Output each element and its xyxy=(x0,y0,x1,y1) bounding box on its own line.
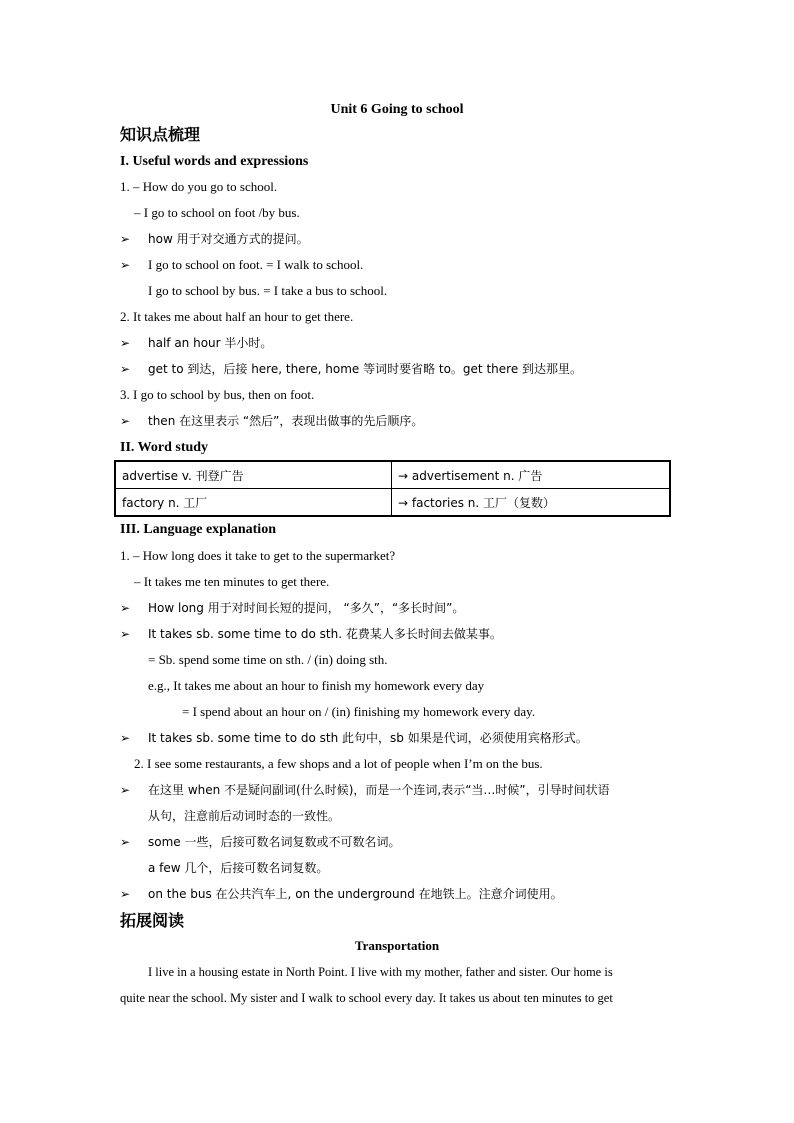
bullet-text: how 用于对交通方式的提问。 xyxy=(148,232,309,246)
text-line: 1. – How do you go to school. xyxy=(120,179,278,194)
section-heading-knowledge: 知识点梳理 xyxy=(120,125,201,144)
bullet-text: half an hour 半小时。 xyxy=(148,336,273,350)
page-title: Unit 6 Going to school xyxy=(330,102,464,117)
section-heading-language-explanation: III. Language explanation xyxy=(120,522,276,537)
text-line: a few 几个，后接可数名词复数。 xyxy=(148,861,329,875)
bullet-arrow-icon: ➢ xyxy=(120,336,131,350)
table-row xyxy=(115,461,670,489)
bullet-arrow-icon: ➢ xyxy=(120,258,131,272)
table-cell: advertise v. 刊登广告 xyxy=(115,461,392,489)
text-line: – I go to school on foot /by bus. xyxy=(134,205,300,220)
text-line: – It takes me ten minutes to get there. xyxy=(134,574,330,589)
word-study-table xyxy=(114,460,671,517)
bullet-arrow-icon: ➢ xyxy=(120,601,131,615)
text-line: 从句，注意前后动词时态的一致性。 xyxy=(148,809,341,823)
table-cell: → advertisement n. 广告 xyxy=(392,461,671,489)
bullet-text: 在这里 when 不是疑问副词(什么时候)，而是一个连词,表示“当…时候”，引导时间状语 xyxy=(148,783,610,797)
bullet-arrow-icon: ➢ xyxy=(120,887,131,901)
section-heading-useful-words: I. Useful words and expressions xyxy=(120,154,309,169)
text-line: 2. It takes me about half an hour to get there. xyxy=(120,309,354,324)
text-line: 2. I see some restaurants, a few shops and a lot of people when I’m on the bus. xyxy=(134,756,543,771)
section-heading-word-study: II. Word study xyxy=(120,440,209,455)
bullet-arrow-icon: ➢ xyxy=(120,414,131,428)
table-cell: → factories n. 工厂（复数） xyxy=(392,489,671,517)
bullet-text: It takes sb. some time to do sth 此句中，sb 如果是代词，必须使用宾格形式。 xyxy=(148,731,588,745)
bullet-arrow-icon: ➢ xyxy=(120,232,131,246)
bullet-arrow-icon: ➢ xyxy=(120,731,131,745)
reading-paragraph-line: I live in a housing estate in North Point. I live with my mother, father and sister. Our home is xyxy=(148,965,613,979)
reading-title: Transportation xyxy=(354,938,440,953)
bullet-text: then 在这里表示 “然后”，表现出做事的先后顺序。 xyxy=(148,414,424,428)
table-row xyxy=(115,489,670,517)
text-line: I go to school by bus. = I take a bus to school. xyxy=(148,283,388,298)
bullet-arrow-icon: ➢ xyxy=(120,835,131,849)
bullet-text: get to 到达，后接 here, there, home 等词时要省略 to。get there 到达那里。 xyxy=(148,362,583,376)
bullet-text: It takes sb. some time to do sth. 花费某人多长时间去做某事。 xyxy=(148,627,502,641)
bullet-arrow-icon: ➢ xyxy=(120,627,131,641)
text-line: 1. – How long does it take to get to the supermarket? xyxy=(120,548,396,563)
reading-paragraph-line: quite near the school. My sister and I walk to school every day. It takes us about ten minutes to get xyxy=(120,991,613,1005)
text-line: = Sb. spend some time on sth. / (in) doing sth. xyxy=(148,652,388,667)
bullet-arrow-icon: ➢ xyxy=(120,783,131,797)
table-cell: factory n. 工厂 xyxy=(115,489,392,517)
bullet-text: I go to school on foot. = I walk to school. xyxy=(148,257,364,272)
bullet-text: How long 用于对时间长短的提问， “多久”，“多长时间”。 xyxy=(148,601,465,615)
text-line: = I spend about an hour on / (in) finishing my homework every day. xyxy=(182,704,536,719)
section-heading-extended-reading: 拓展阅读 xyxy=(120,911,185,930)
text-line: e.g., It takes me about an hour to finish my homework every day xyxy=(148,678,485,693)
bullet-text: on the bus 在公共汽车上, on the underground 在地铁上。注意介词使用。 xyxy=(148,887,563,901)
bullet-arrow-icon: ➢ xyxy=(120,362,131,376)
text-line: 3. I go to school by bus, then on foot. xyxy=(120,387,315,402)
bullet-text: some 一些，后接可数名词复数或不可数名词。 xyxy=(148,835,401,849)
